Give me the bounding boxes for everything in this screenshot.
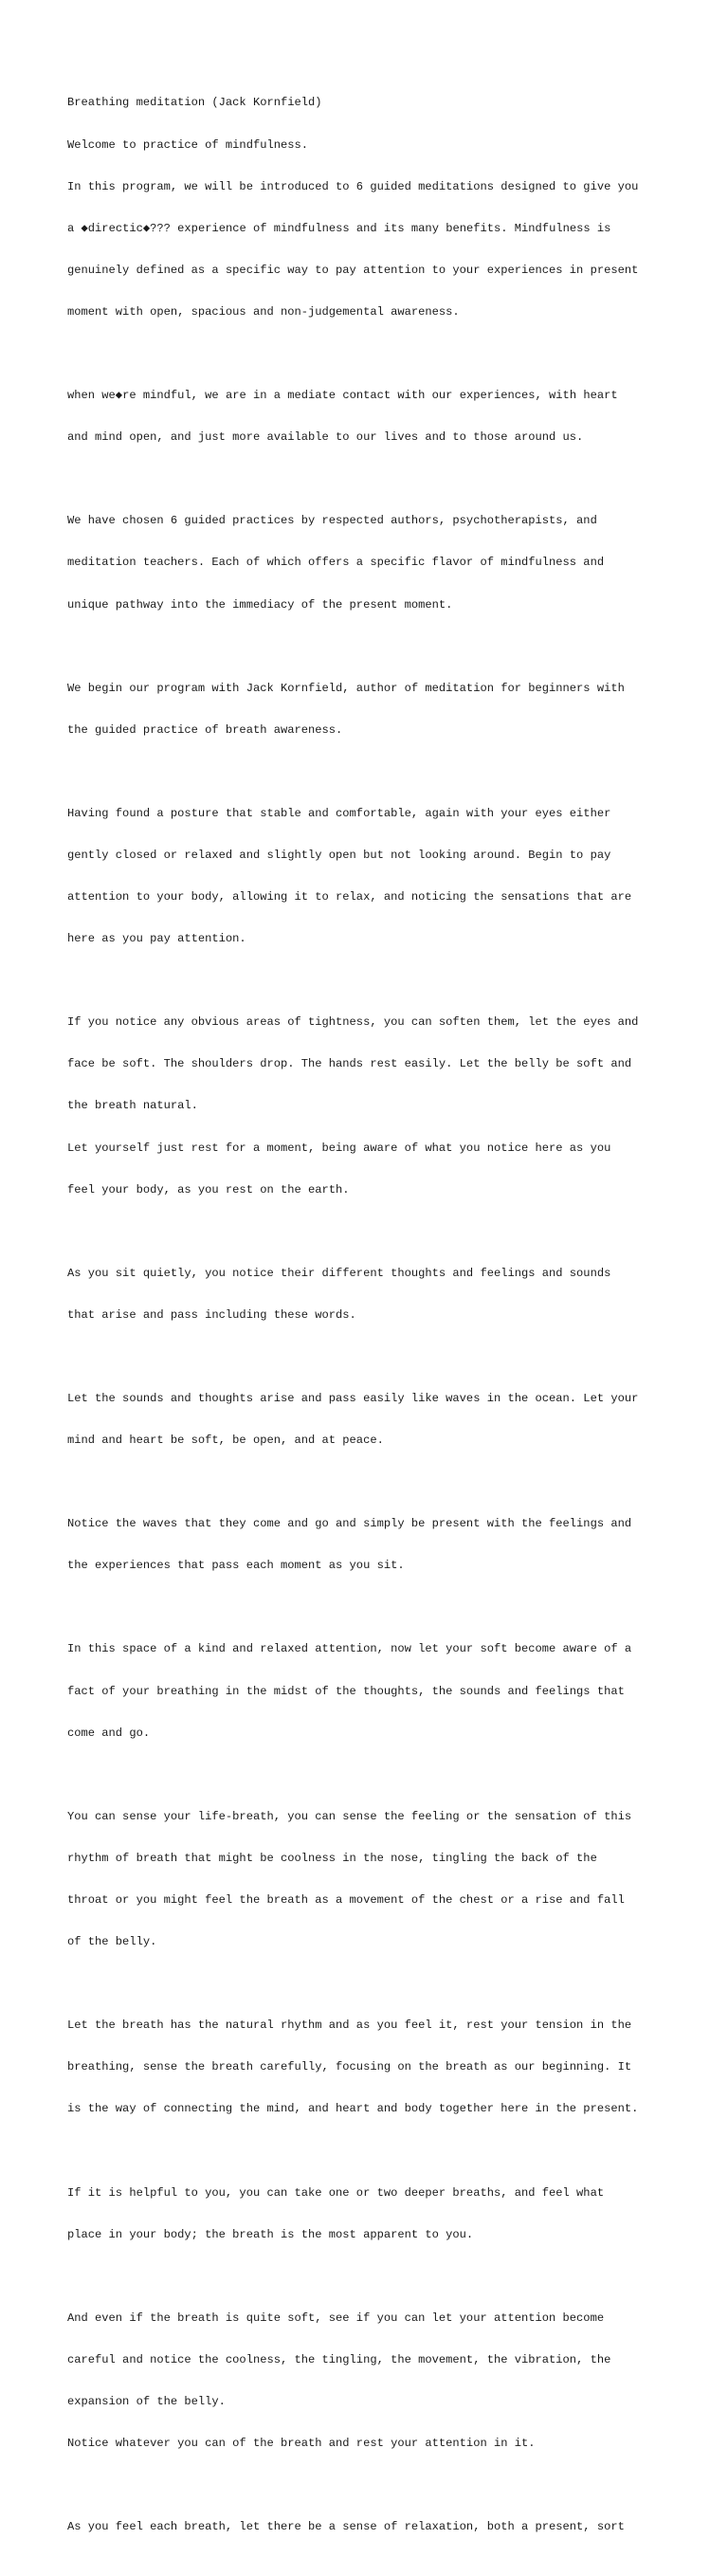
text-line: fact of your breathing in the midst of the thoughts, the sounds and feelings that [67, 1684, 625, 1698]
text-line: Let the breath has the natural rhythm and as you feel it, rest your tension in the [67, 2019, 632, 2033]
text-line: unique pathway into the immediacy of the present moment. [67, 597, 453, 612]
text-line: and mind open, and just more available to our lives and to those around us. [67, 430, 584, 445]
text-line: the breath natural. [67, 1099, 198, 1113]
paragraph [67, 361, 674, 473]
text-line: careful and notice the coolness, the tingling, the movement, the vibration, the [67, 2352, 611, 2366]
paragraph [67, 778, 674, 974]
text-line: Let yourself just rest for a moment, being aware of what you notice here as you [67, 1141, 611, 1155]
text-line: when we◆re mindful, we are in a mediate contact with our experiences, with heart [67, 389, 618, 403]
text-line: attention to your body, allowing it to relax, and noticing the sensations that are [67, 890, 632, 904]
text-line: In this program, we will be introduced to 6 guided meditations designed to give you [67, 179, 639, 193]
text-line: meditation teachers. Each of which offers a specific flavor of mindfulness and [67, 556, 605, 570]
paragraph [67, 486, 674, 640]
text-line: Welcome to practice of mindfulness. [67, 137, 309, 152]
text-line: moment with open, spacious and non-judgemental awareness. [67, 304, 460, 319]
text-line: You can sense your life-breath, you can sense the feeling or the sensation of this [67, 1809, 632, 1823]
text-line: the guided practice of breath awareness. [67, 722, 343, 737]
text-line: expansion of the belly. [67, 2395, 226, 2408]
text-line: If it is helpful to you, you can take one or two deeper breaths, and feel what [67, 2185, 605, 2200]
paragraph [67, 1238, 674, 1350]
text-line: We begin our program with Jack Kornfield, author of meditation for beginners with [67, 681, 625, 695]
text-line: breathing, sense the breath carefully, focusing on the breath as our beginning. It [67, 2060, 632, 2074]
document-page [67, 68, 674, 2576]
text-line: rhythm of breath that might be coolness in the nose, tingling the back of the [67, 1851, 597, 1865]
text-line: throat or you might feel the breath as a movement of the chest or a rise and fall [67, 1893, 625, 1908]
text-line: Notice whatever you can of the breath and rest your attention in it. [67, 2437, 536, 2451]
paragraph [67, 2283, 674, 2478]
paragraph [67, 1991, 674, 2145]
text-line: of the belly. [67, 1935, 157, 1949]
paragraph [67, 1364, 674, 1476]
paragraph [67, 2158, 674, 2270]
text-line: In this space of a kind and relaxed attention, now let your soft become aware of a [67, 1642, 632, 1656]
text-line: We have chosen 6 guided practices by respected authors, psychotherapists, and [67, 514, 597, 528]
text-line: genuinely defined as a specific way to pay attention to your experiences in present [67, 263, 639, 277]
paragraph [67, 1489, 674, 1601]
paragraph [67, 653, 674, 765]
paragraph-intro [67, 68, 674, 347]
text-line: the experiences that pass each moment as you sit. [67, 1559, 405, 1573]
text-line: come and go. [67, 1726, 151, 1740]
document-title: Breathing meditation (Jack Kornfield) [67, 96, 322, 110]
text-line: Having found a posture that stable and comfortable, again with your eyes either [67, 806, 611, 820]
text-line: If you notice any obvious areas of tightness, you can soften them, let the eyes and [67, 1015, 639, 1030]
text-line: gently closed or relaxed and slightly open but not looking around. Begin to pay [67, 848, 611, 862]
text-line: place in your body; the breath is the most apparent to you. [67, 2227, 474, 2241]
text-line: mind and heart be soft, be open, and at peace. [67, 1434, 384, 1448]
text-line: feel your body, as you rest on the earth. [67, 1182, 350, 1197]
text-line: Let the sounds and thoughts arise and pass easily like waves in the ocean. Let your [67, 1392, 639, 1406]
paragraph [67, 1781, 674, 1977]
text-line: And even if the breath is quite soft, see if you can let your attention become [67, 2311, 605, 2325]
text-line: As you sit quietly, you notice their different thoughts and feelings and sounds [67, 1266, 611, 1280]
paragraph [67, 1615, 674, 1768]
text-line: that arise and pass including these words. [67, 1307, 356, 1322]
text-line: here as you pay attention. [67, 932, 246, 946]
paragraph [67, 988, 674, 1225]
text-line: As you feel each breath, let there be a sense of relaxation, both a present, sort [67, 2520, 625, 2534]
text-line: face be soft. The shoulders drop. The hands rest easily. Let the belly be soft and [67, 1057, 632, 1071]
text-line: is the way of connecting the mind, and heart and body together here in the present. [67, 2102, 639, 2116]
paragraph [67, 2493, 674, 2563]
text-line: a ◆directic◆??? experience of mindfulness and its many benefits. Mindfulness is [67, 221, 611, 235]
text-line: Notice the waves that they come and go and simply be present with the feelings and [67, 1517, 632, 1531]
